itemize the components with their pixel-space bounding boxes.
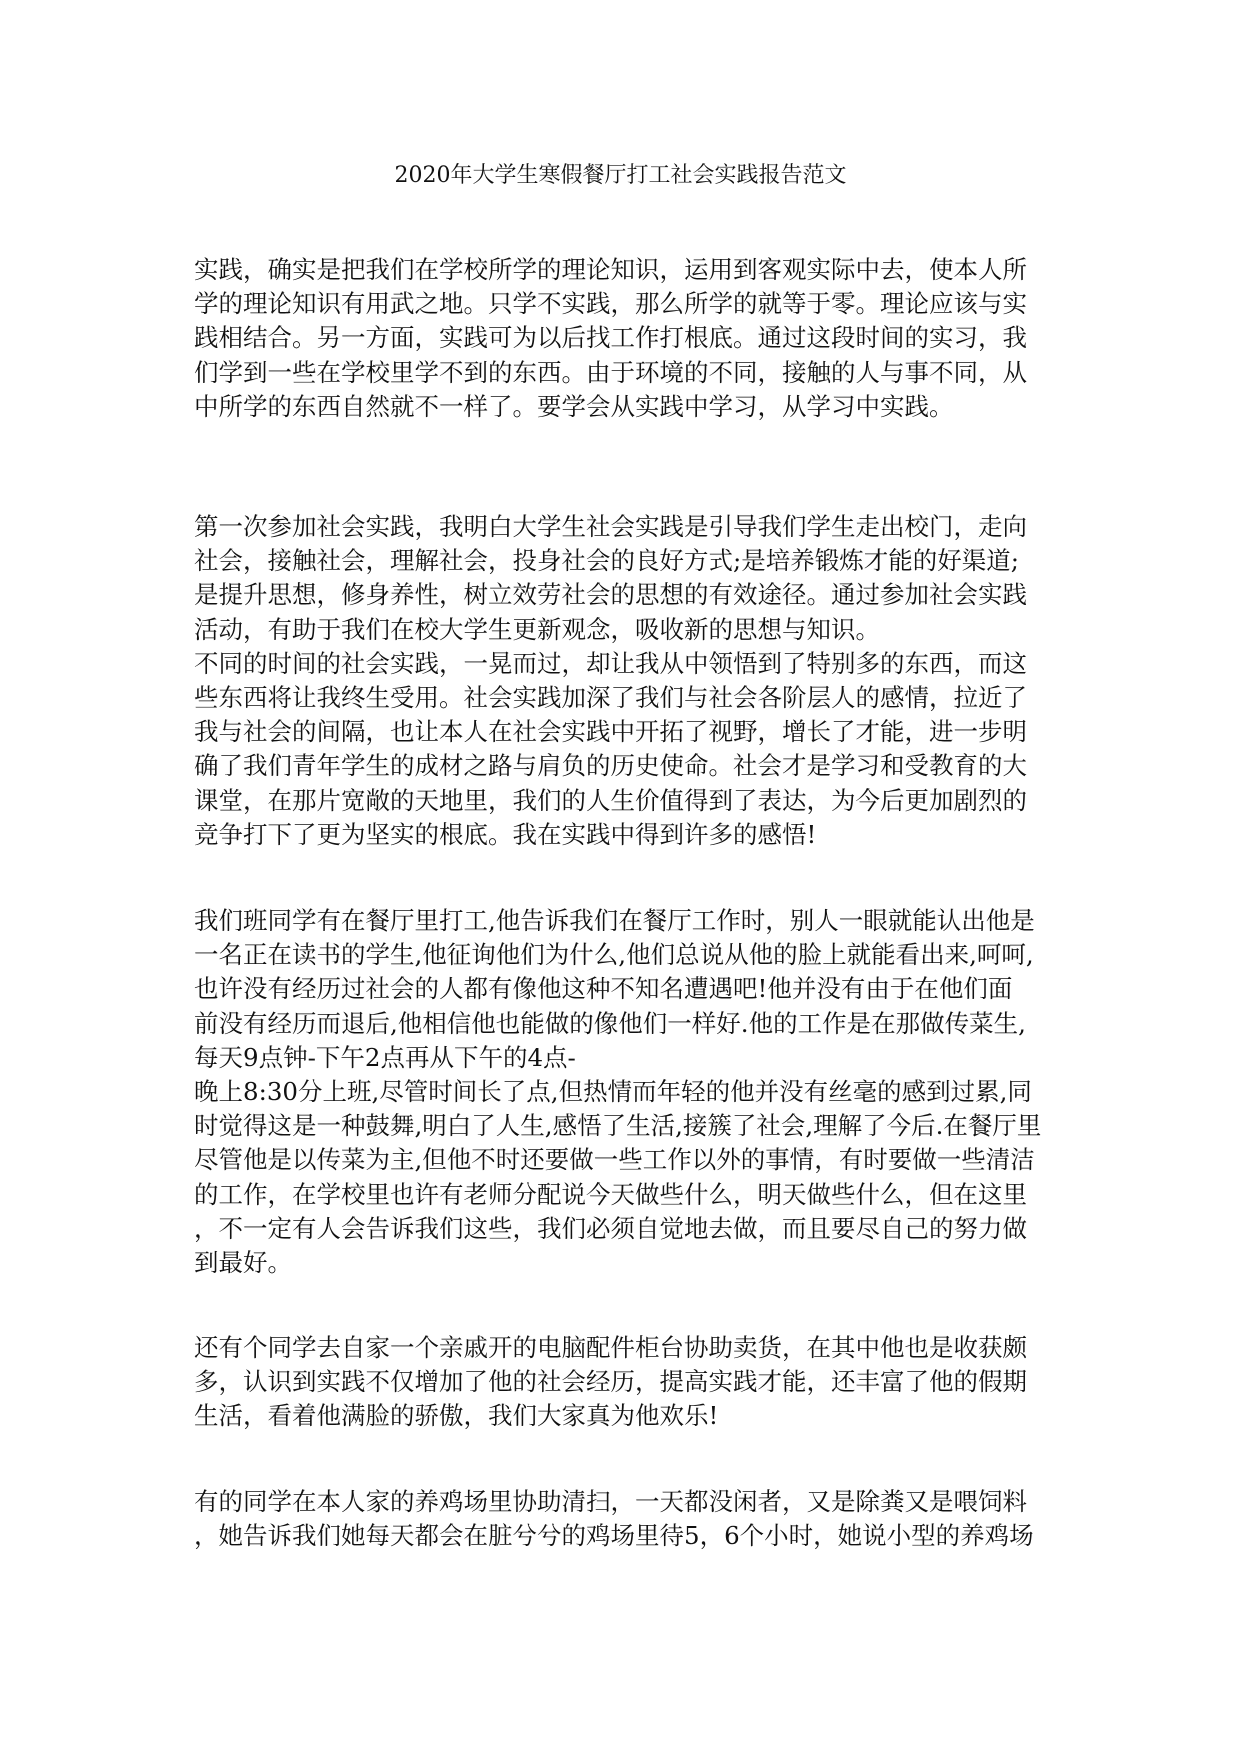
text-line: 课堂，在那片宽敞的天地里，我们的人生价值得到了表达，为今后更加剧烈的 <box>194 785 1027 815</box>
text-line: 也许没有经历过社会的人都有像他这种不知名遭遇吧!他并没有由于在他们面 <box>194 974 1013 1004</box>
text-line: 每天9点钟-下午2点再从下午的4点- <box>194 1042 576 1072</box>
paragraph <box>194 1485 1054 1553</box>
text-line: 中所学的东西自然就不一样了。要学会从实践中学习，从学习中实践。 <box>194 391 954 421</box>
text-line: 一名正在读书的学生,他征询他们为什么,他们总说从他的脸上就能看出来,呵呵, <box>194 940 1034 970</box>
text-line: 学的理论知识有用武之地。只学不实践，那么所学的就等于零。理论应该与实 <box>194 289 1027 319</box>
text-line: 确了我们青年学生的成材之路与肩负的历史使命。社会才是学习和受教育的大 <box>194 751 1027 781</box>
text-line: 实践，确实是把我们在学校所学的理论知识，运用到客观实际中去，使本人所 <box>194 255 1027 284</box>
text-line: 生活，看着他满脸的骄傲，我们大家真为他欢乐! <box>194 1401 719 1431</box>
text-line: 我与社会的间隔，也让本人在社会实践中开拓了视野，增长了才能，进一步明 <box>194 717 1027 747</box>
text-line: 活动，有助于我们在校大学生更新观念，吸收新的思想与知识。 <box>194 614 880 644</box>
text-line: 们学到一些在学校里学不到的东西。由于环境的不同，接触的人与事不同，从 <box>194 357 1027 387</box>
text-line: 些东西将让我终生受用。社会实践加深了我们与社会各阶层人的感情，拉近了 <box>194 683 1027 713</box>
text-line: ，不一定有人会告诉我们这些，我们必须自觉地去做，而且要尽自己的努力做 <box>194 1213 1027 1243</box>
paragraph <box>194 1331 1054 1434</box>
paragraph <box>194 510 1054 852</box>
document-title: 2020年大学生寒假餐厅打工社会实践报告范文 <box>394 163 847 188</box>
paragraph <box>194 904 1054 1280</box>
text-line: 多，认识到实践不仅增加了他的社会经历，提高实践才能，还丰富了他的假期 <box>194 1367 1027 1397</box>
text-line: 到最好。 <box>194 1248 292 1278</box>
text-line: ，她告诉我们她每天都会在脏兮兮的鸡场里待5，6个小时，她说小型的养鸡场 <box>194 1521 1034 1551</box>
text-line: 社会，接触社会，理解社会，投身社会的良好方式;是培养锻炼才能的好渠道; <box>194 546 1020 576</box>
text-line: 有的同学在本人家的养鸡场里协助清扫，一天都没闲者，又是除粪又是喂饲料 <box>194 1487 1027 1516</box>
text-line: 前没有经历而退后,他相信他也能做的像他们一样好.他的工作是在那做传菜生, <box>194 1008 1026 1038</box>
paragraph <box>194 253 1054 424</box>
text-line: 晚上8:30分上班,尽管时间长了点,但热情而年轻的他并没有丝毫的感到过累,同 <box>194 1077 1032 1107</box>
text-line: 践相结合。另一方面，实践可为以后找工作打根底。通过这段时间的实习，我 <box>194 323 1027 353</box>
text-line: 还有个同学去自家一个亲戚开的电脑配件柜台协助卖货，在其中他也是收获颇 <box>194 1333 1027 1362</box>
text-line: 不同的时间的社会实践，一晃而过，却让我从中领悟到了特别多的东西，而这 <box>194 648 1027 678</box>
text-line: 的工作，在学校里也许有老师分配说今天做些什么，明天做些什么，但在这里 <box>194 1179 1027 1209</box>
text-line: 时觉得这是一种鼓舞,明白了人生,感悟了生活,接簇了社会,理解了今后.在餐厅里 <box>194 1111 1042 1141</box>
text-line: 第一次参加社会实践，我明白大学生社会实践是引导我们学生走出校门，走向 <box>194 512 1027 541</box>
text-line: 竞争打下了更为坚实的根底。我在实践中得到许多的感悟! <box>194 819 817 849</box>
text-line: 我们班同学有在餐厅里打工,他告诉我们在餐厅工作时，别人一眼就能认出他是 <box>194 906 1035 935</box>
text-line: 尽管他是以传菜为主,但他不时还要做一些工作以外的事情，有时要做一些清洁 <box>194 1145 1035 1175</box>
text-line: 是提升思想，修身养性，树立效劳社会的思想的有效途径。通过参加社会实践 <box>194 580 1027 610</box>
